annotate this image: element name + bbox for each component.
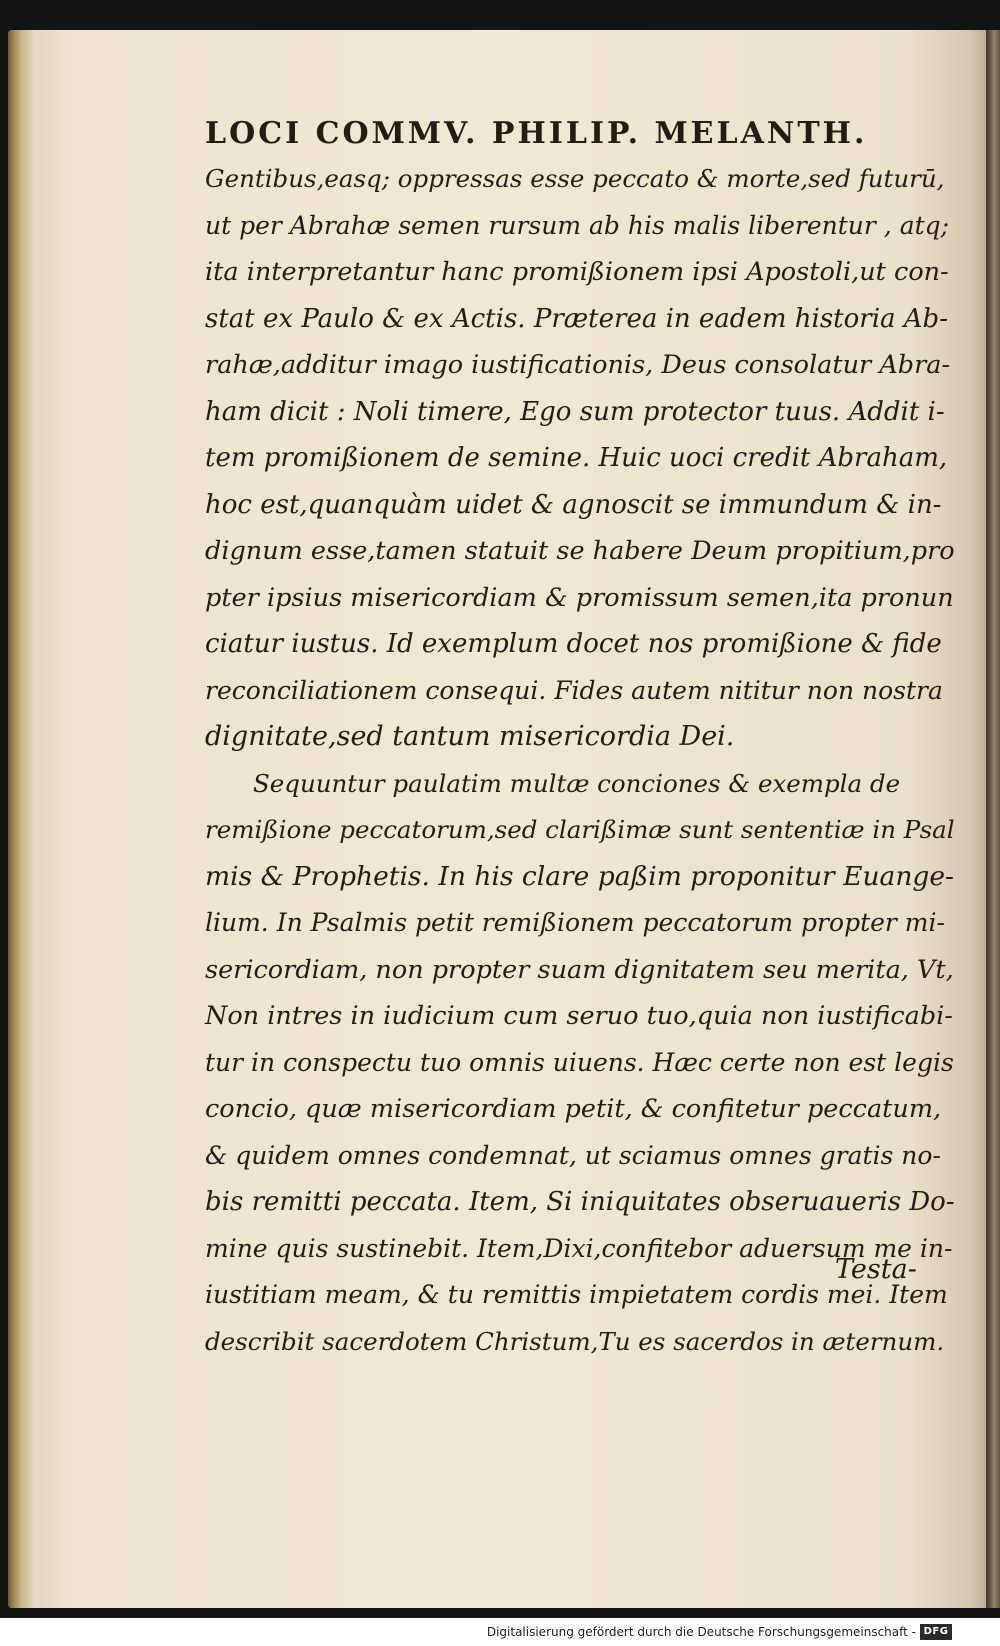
text-line: Non intres in iudicium cum seruo tuo,quia non iustificabi-	[205, 1001, 953, 1031]
text-line: stat ex Paulo & ex Actis. Præterea in eadem historia Ab-	[205, 303, 948, 334]
catchword: Testa-	[835, 1254, 917, 1285]
text-line: hoc est,quanquàm uidet & agnoscit se immundum & in-	[205, 489, 942, 520]
text-line: sericordiam, non propter suam dignitatem seu merita, Vt,	[205, 954, 954, 985]
page-fore-edge	[986, 30, 1000, 1608]
text-line: dignitate,sed tantum misericordia Dei.	[205, 721, 735, 752]
text-line: tem promißionem de semine. Huic uoci credit Abraham,	[205, 443, 948, 473]
text-line: iustitiam meam, & tu remittis impietatem cordis mei. Item	[205, 1280, 948, 1309]
text-line: bis remitti peccata. Item, Si iniquitates obseruaueris Do-	[205, 1187, 955, 1217]
text-line: Sequuntur paulatim multæ conciones & exempla de	[253, 768, 901, 798]
text-line: mis & Prophetis. In his clare paßim proponitur Euange-	[205, 860, 955, 892]
text-line: ham dicit : Noli timere, Ego sum protector tuus. Addit i-	[205, 396, 945, 427]
text-line: lium. In Psalmis petit remißionem peccatorum propter mi-	[205, 908, 945, 937]
text-line: & quidem omnes condemnat, ut sciamus omnes gratis no-	[205, 1140, 941, 1170]
text-line: dignum esse,tamen statuit se habere Deum propitium,pro	[205, 536, 955, 566]
text-line: ita interpretantur hanc promißionem ipsi Apostoli,ut con-	[205, 257, 949, 287]
funding-credit: Digitalisierung gefördert durch die Deutsche Forschungsgemeinschaft -	[486, 1625, 916, 1639]
text-line: mine quis sustinebit. Item,Dixi,confitebor aduersum me in-	[205, 1233, 953, 1263]
text-line: tur in conspectu tuo omnis uiuens. Hæc certe non est legis	[205, 1047, 954, 1077]
dfg-logo: DFG	[920, 1624, 952, 1640]
paragraph-1	[205, 156, 955, 761]
text-line: pter ipsius misericordiam & promissum semen,ita pronun	[205, 582, 954, 613]
text-line: ciatur iustus. Id exemplum docet nos promißione & fide	[205, 629, 942, 659]
text-line: describit sacerdotem Christum,Tu es sacerdos in æternum.	[205, 1326, 945, 1356]
text-line: rahæ,additur imago iustificationis, Deus consolatur Abra-	[205, 350, 951, 380]
text-line: reconciliationem consequi. Fides autem nititur non nostra	[205, 675, 943, 705]
text-line: remißione peccatorum,sed clarißimæ sunt sententiæ in Psal	[205, 815, 955, 844]
text-line: ut per Abrahæ semen rursum ab his malis liberentur , atq;	[205, 210, 950, 240]
text-line: concio, quæ misericordiam petit, & confitetur peccatum,	[205, 1094, 942, 1124]
running-head: LOCI COMMV. PHILIP. MELANTH.	[205, 116, 868, 151]
page-text	[205, 112, 955, 1365]
page-binding-edge	[8, 30, 34, 1608]
text-line: Gentibus,easq; oppressas esse peccato & morte,sed futurū,	[205, 164, 945, 193]
